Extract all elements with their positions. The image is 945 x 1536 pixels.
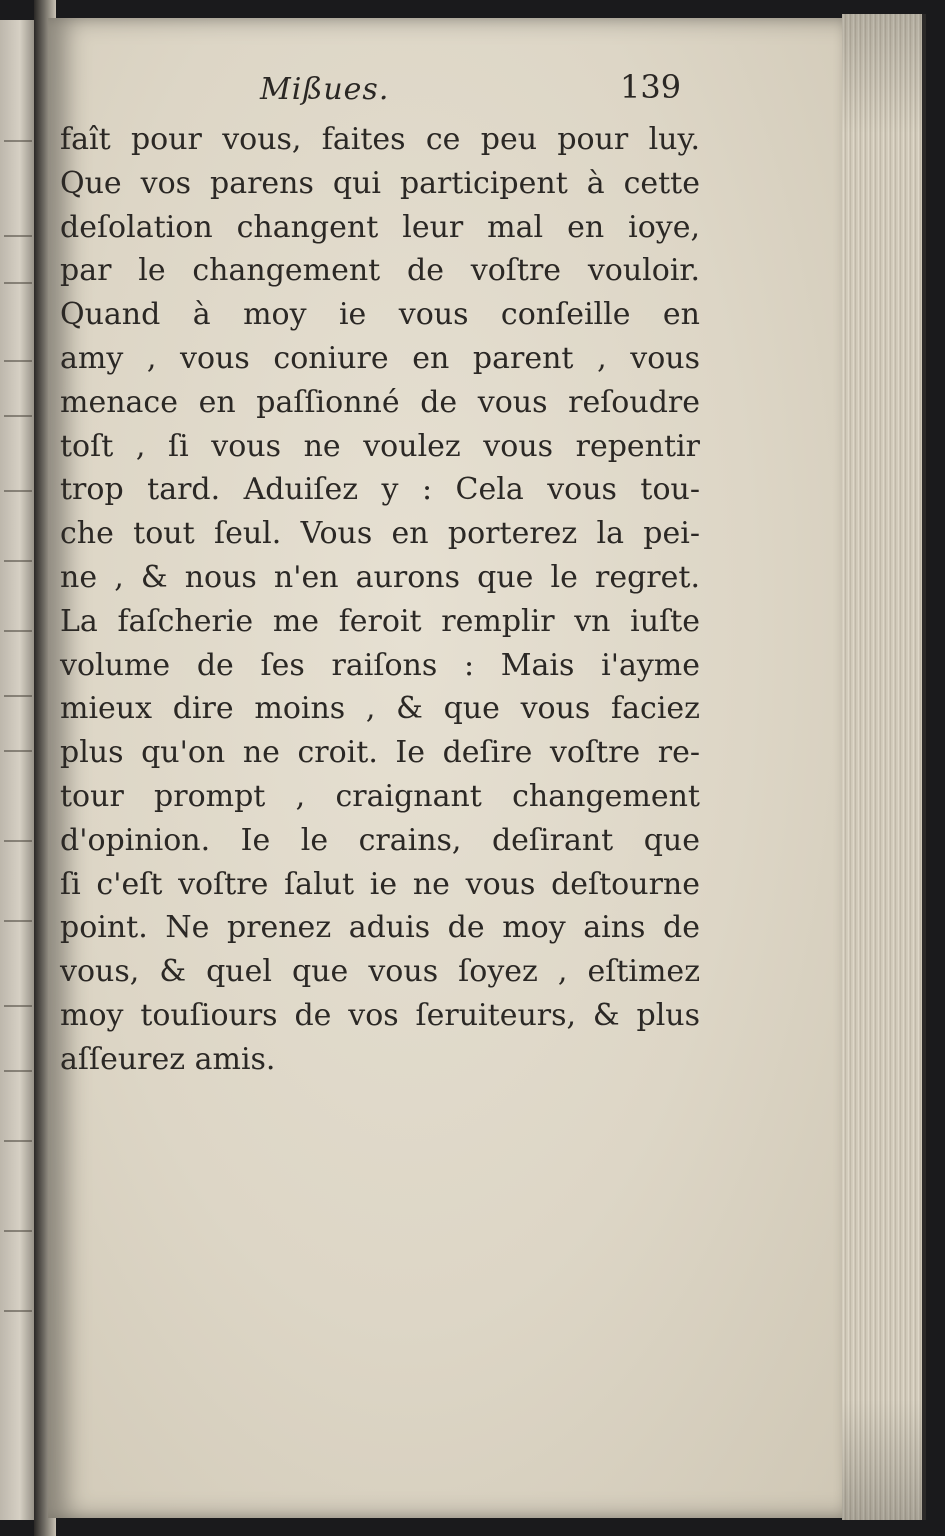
- text-line: tour prompt , craignant changement: [60, 778, 700, 814]
- text-line: Que vos parens qui participent à cette: [60, 165, 700, 201]
- text-line: faît pour vous, faites ce peu pour luy.: [60, 122, 700, 157]
- text-line: plus qu'on ne croit. Ie deſire voſtre re-: [60, 735, 700, 771]
- running-head: Mißues.: [260, 72, 390, 107]
- text-line: trop tard. Aduiſez y : Cela vous tou-: [60, 472, 700, 508]
- body-text: [60, 118, 700, 1082]
- text-line: amy , vous coniure en parent , vous: [60, 340, 700, 376]
- text-line: volume de ſes raiſons : Mais i'ayme: [60, 647, 700, 683]
- text-line: vous, & quel que vous ſoyez , eſtimez: [60, 954, 700, 990]
- text-line: aſſeurez amis.: [60, 1041, 276, 1077]
- previous-page-edge: [0, 20, 36, 1520]
- text-line: deſolation changent leur mal en ioye,: [60, 209, 700, 245]
- text-line: che tout ſeul. Vous en porterez la pei-: [60, 516, 700, 552]
- text-line: Quand à moy ie vous conſeille en: [60, 297, 700, 333]
- page-edges: [842, 14, 926, 1520]
- text-line: ne , & nous n'en aurons que le regret.: [60, 559, 700, 595]
- text-line: point. Ne prenez aduis de moy ains de: [60, 910, 700, 946]
- text-line: menace en paſſionné de vous reſoudre: [60, 384, 700, 420]
- text-line: d'opinion. Ie le crains, deſirant que: [60, 822, 700, 858]
- text-line: moy touſiours de vos ſeruiteurs, & plus: [60, 997, 700, 1033]
- page-number: 139: [620, 68, 682, 106]
- text-line: par le changement de voſtre vouloir.: [60, 253, 700, 289]
- text-line: La faſcherie me feroit remplir vn iuſte: [60, 603, 700, 639]
- text-line: ſi c'eſt voſtre ſalut ie ne vous deſtourne: [60, 866, 700, 902]
- text-line: toſt , ſi vous ne voulez vous repentir: [60, 428, 700, 464]
- text-line: mieux dire moins , & que vous faciez: [60, 691, 700, 727]
